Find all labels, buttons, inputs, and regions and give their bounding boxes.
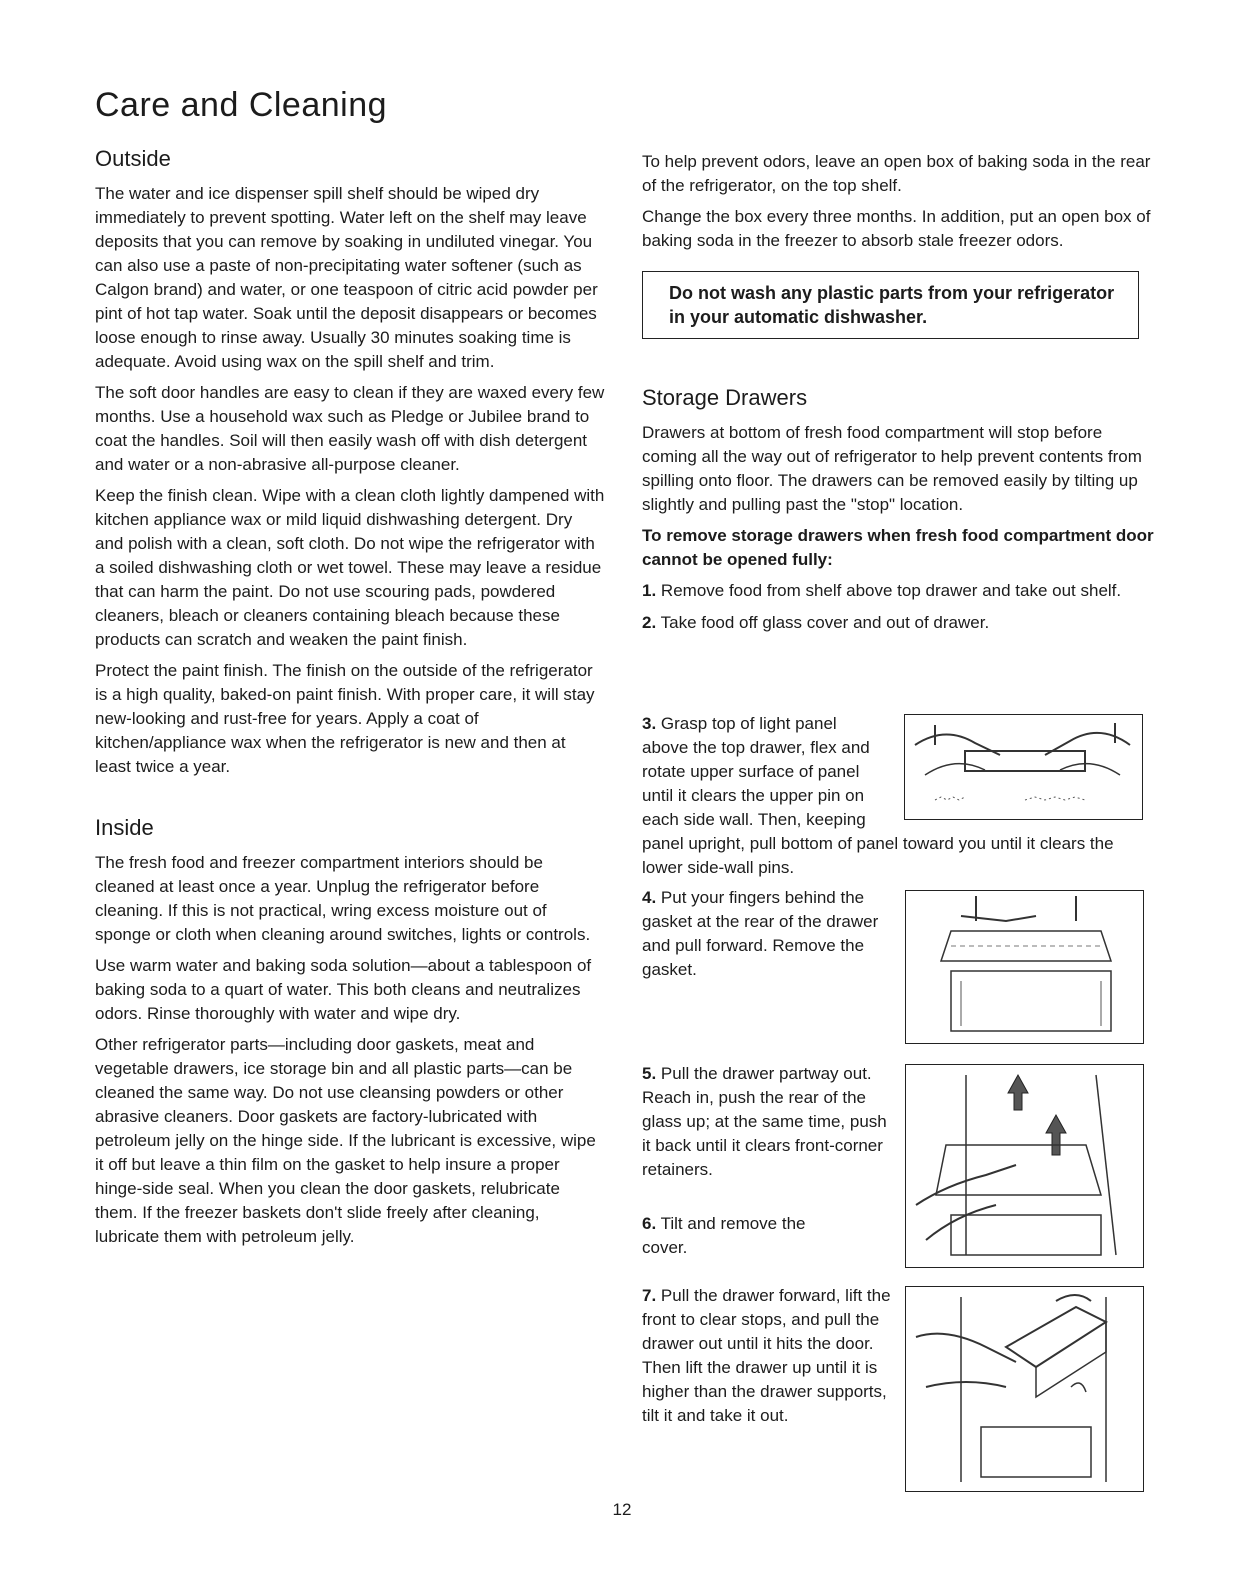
page-number: 12 xyxy=(612,1500,632,1519)
odor-paragraph: To help prevent odors, leave an open box of baking soda in the rear of the refrigerator, on the top shelf. xyxy=(642,152,1151,195)
step-2 xyxy=(642,611,1154,635)
light-panel-drawing xyxy=(905,715,1142,819)
step-text: Pull the drawer partway out. Reach in, push the rear of the glass up; at the same time, push it back until it clears front-corner retainers. xyxy=(642,1064,887,1179)
step-4 xyxy=(642,886,892,982)
outside-paragraph: The water and ice dispenser spill shelf should be wiped dry immediately to prevent spotting. Water left on the shelf may leave deposits that you can remove by soaking in undiluted vinegar. You can also use a paste of non-precipitating water softener (such as Calgon brand) and water, or one teaspoon of citric acid powder per pint of hot tap water. Soak until the deposit disappears or becomes loose enough to rinse away. Usually 30 minutes soaking time is adequate. Avoid using wax on the spill shelf and trim. xyxy=(95,184,598,371)
light-panel-illustration xyxy=(904,714,1143,820)
inside-paragraph: The fresh food and freezer compartment interiors should be cleaned at least once a year. Unplug the refrigerator before cleaning. If this is not practical, wring excess moisture out of sponge or cloth when cleaning around switches, lights or controls. xyxy=(95,853,591,944)
storage-intro: Drawers at bottom of fresh food compartment will stop before coming all the way out of refrigerator to help prevent contents from spilling onto floor. The drawers can be removed easily by tilting up slightly and pulling past the "stop" location. xyxy=(642,423,1142,514)
step-1 xyxy=(642,579,1154,603)
drawer-removal-drawing xyxy=(906,1287,1143,1491)
storage-subheading: To remove storage drawers when fresh food compartment door cannot be opened fully: xyxy=(642,526,1154,569)
inside-paragraph: Use warm water and baking soda solution—about a tablespoon of baking soda to a quart of water. This both cleans and neutralizes odors. Rinse thoroughly with water and wipe dry. xyxy=(95,956,592,1023)
outside-heading: Outside xyxy=(95,146,171,171)
step-text: Put your fingers behind the gasket at the rear of the drawer and pull forward. Remove the gasket. xyxy=(642,888,879,979)
step-text: Pull the drawer forward, lift the front to clear stops, and pull the drawer out until it hits the door. Then lift the drawer up until it is higher than the drawer supports, tilt it and take it out. xyxy=(642,1286,891,1425)
warning-box xyxy=(642,271,1139,339)
step-7 xyxy=(642,1284,892,1428)
odor-paragraph: Change the box every three months. In addition, put an open box of baking soda in the freezer to absorb stale freezer odors. xyxy=(642,207,1151,250)
step-text: Grasp top of light panel above the top drawer, flex and rotate upper surface of panel until it clears the upper pin on each side wall. Then, keeping panel upright, pull bottom of panel toward you until it clears the lower side-wall pins. xyxy=(642,714,1114,877)
step-6 xyxy=(642,1212,812,1260)
outside-paragraph: The soft door handles are easy to clean if they are waxed every few months. Use a household wax such as Pledge or Jubilee brand to coat the handles. Soil will then easily wash off with dish detergent and water or a non-abrasive all-purpose cleaner. xyxy=(95,383,605,474)
warning-text: Do not wash any plastic parts from your refrigerator in your automatic dishwasher. xyxy=(669,283,1115,327)
gasket-illustration xyxy=(905,890,1144,1044)
outside-paragraph: Keep the finish clean. Wipe with a clean cloth lightly dampened with kitchen appliance wax or mild liquid dishwashing detergent. Dry and polish with a clean, soft cloth. Do not wipe the refrigerator with a soiled dishwashing cloth or wet towel. These may leave a residue that can harm the paint. Do not use scouring pads, powdered cleaners, bleach or cleaners containing bleach because these products can scratch and weaken the paint finish. xyxy=(95,486,605,649)
step-number: 3. xyxy=(642,714,657,733)
step-number: 7. xyxy=(642,1286,657,1305)
step-5 xyxy=(642,1062,892,1182)
step-number: 5. xyxy=(642,1064,657,1083)
inside-paragraph: Other refrigerator parts—including door gaskets, meat and vegetable drawers, ice storage bin and all plastic parts—can be cleaned the same way. Do not use cleansing powders or other abrasive cleaners. Door gaskets are factory-lubricated with petroleum jelly on the hinge side. If the lubricant is excessive, wipe it off but leave a thin film on the gasket to help insure a proper hinge-side seal. When you clean the door gaskets, relubricate them. If the freezer baskets don't slide freely after cleaning, lubricate them with petroleum jelly. xyxy=(95,1035,596,1246)
glass-cover-illustration xyxy=(905,1064,1144,1268)
gasket-drawing xyxy=(906,891,1143,1043)
glass-cover-drawing xyxy=(906,1065,1143,1267)
outside-paragraph: Protect the paint finish. The finish on the outside of the refrigerator is a high quality, baked-on paint finish. With proper care, it will stay new-looking and rust-free for years. Apply a coat of kitchen/appliance wax when the refrigerator is new and then at least twice a year. xyxy=(95,661,595,776)
step-number: 2. xyxy=(642,613,657,632)
step-text: Take food off glass cover and out of drawer. xyxy=(660,613,990,632)
page-title: Care and Cleaning xyxy=(95,86,388,124)
step-number: 4. xyxy=(642,888,657,907)
storage-heading: Storage Drawers xyxy=(642,385,808,410)
drawer-removal-illustration xyxy=(905,1286,1144,1492)
step-text: Remove food from shelf above top drawer and take out shelf. xyxy=(660,581,1122,600)
right-column xyxy=(642,150,1154,643)
inside-heading: Inside xyxy=(95,815,154,840)
step-number: 1. xyxy=(642,581,657,600)
step-text: Tilt and remove the cover. xyxy=(642,1214,806,1257)
left-column xyxy=(95,146,605,1256)
step-number: 6. xyxy=(642,1214,657,1233)
